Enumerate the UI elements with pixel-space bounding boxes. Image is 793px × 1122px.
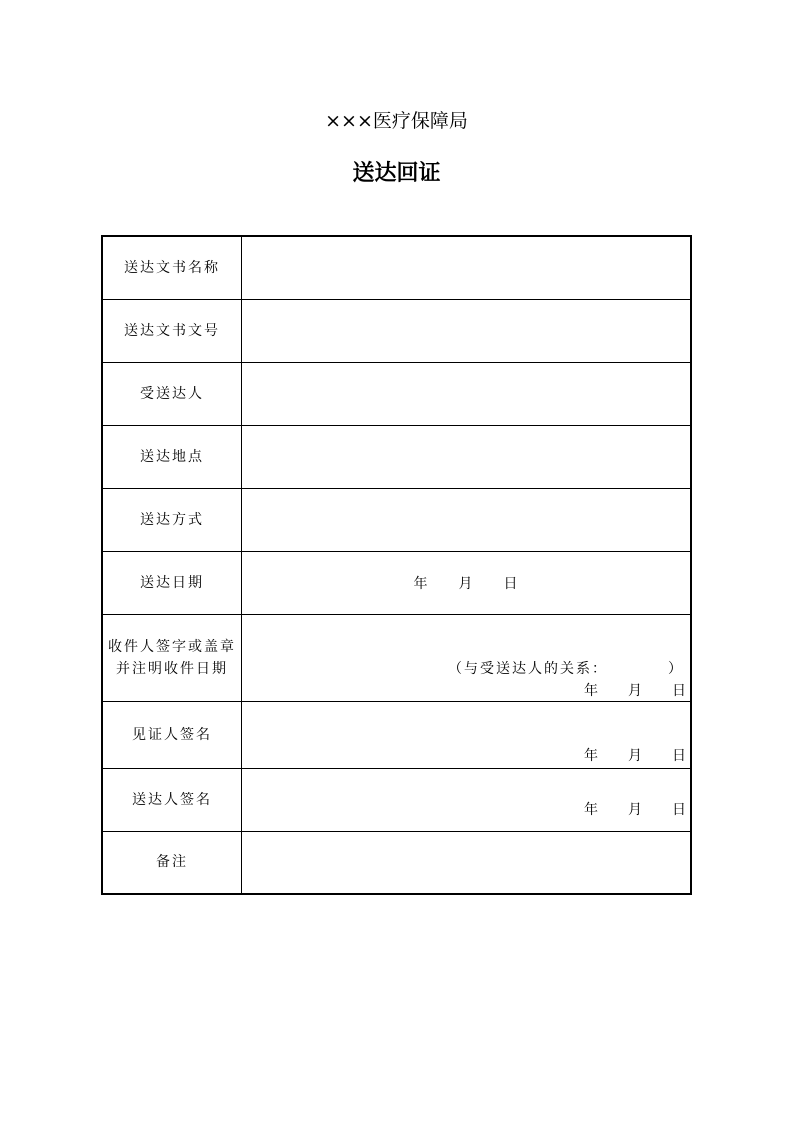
date-year: 年 [584,801,598,818]
method-field[interactable] [242,488,692,551]
document-number-label: 送达文书文号 [102,299,242,362]
service-receipt-form [101,235,692,895]
date-day: 日 [672,801,686,818]
row-date [102,551,691,614]
date-field[interactable] [242,551,692,614]
server-sign-field[interactable] [242,768,692,831]
date-month: 月 [628,801,642,818]
row-recipient [102,362,691,425]
document-title: 送达回证 [352,161,441,186]
remarks-field[interactable] [242,831,692,894]
witness-sign-field[interactable] [242,701,692,768]
row-document-number [102,299,691,362]
date-year: 年 [584,747,598,764]
date-day: 日 [503,575,519,592]
row-document-name [102,236,691,299]
document-name-field[interactable] [242,236,692,299]
receiver-sign-date [584,680,686,700]
server-sign-date [584,799,686,819]
receiver-sign-label [102,614,242,701]
location-field[interactable] [242,425,692,488]
relation-text: （与受送达人的关系： [448,660,608,677]
date-month: 月 [628,682,642,699]
row-method [102,488,691,551]
date-month: 月 [628,747,642,764]
row-witness-sign [102,701,691,768]
row-remarks [102,831,691,894]
row-receiver-sign [102,614,691,701]
witness-sign-label: 见证人签名 [102,701,242,768]
method-label: 送达方式 [102,488,242,551]
date-label: 送达日期 [102,551,242,614]
organization-name: ×××医疗保障局 [325,110,468,132]
recipient-label: 受送达人 [102,362,242,425]
row-server-sign [102,768,691,831]
document-number-field[interactable] [242,299,692,362]
date-year: 年 [413,575,429,592]
relation-note [448,658,684,678]
recipient-field[interactable] [242,362,692,425]
relation-close: ） [668,660,684,677]
server-sign-label: 送达人签名 [102,768,242,831]
date-year: 年 [584,682,598,699]
remarks-label: 备注 [102,831,242,894]
date-day: 日 [672,682,686,699]
date-month: 月 [458,575,474,592]
receiver-sign-label-line2: 并注明收件日期 [116,660,228,677]
location-label: 送达地点 [102,425,242,488]
document-name-label: 送达文书名称 [102,236,242,299]
witness-sign-date [584,745,686,765]
receiver-sign-label-line1: 收件人签字或盖章 [108,638,236,655]
receiver-sign-field[interactable] [242,614,692,701]
date-day: 日 [672,747,686,764]
row-location [102,425,691,488]
